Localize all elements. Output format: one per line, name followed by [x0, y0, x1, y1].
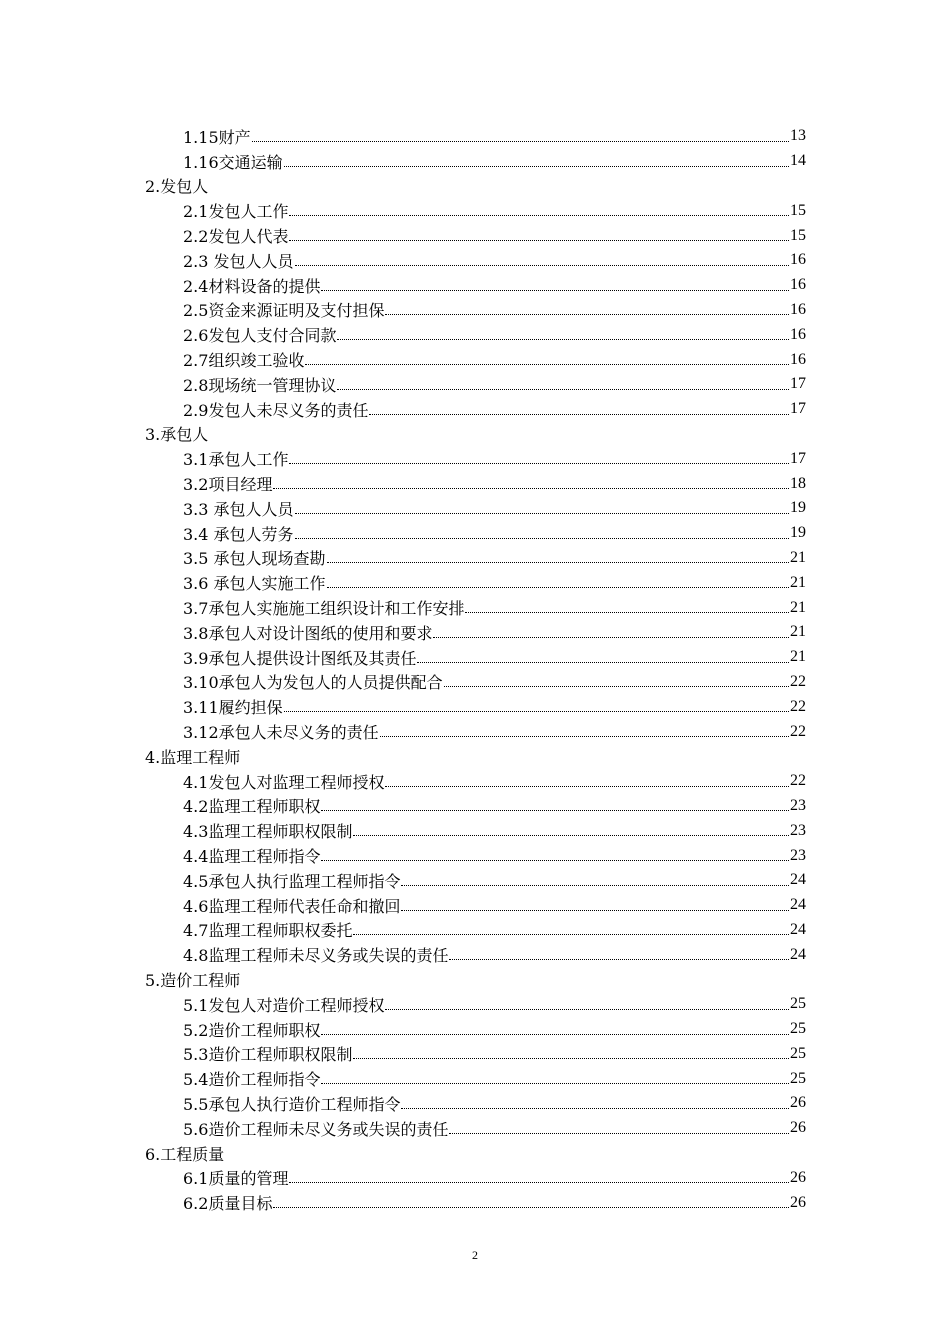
toc-section-heading[interactable]: [0, 174, 785, 199]
toc-entry-page: 17: [790, 400, 806, 418]
dot-leader: [284, 166, 789, 167]
toc-entry-title: 5.3造价工程师职权限制: [183, 1045, 353, 1065]
toc-entry[interactable]: [0, 1017, 806, 1042]
toc-entry[interactable]: [0, 645, 806, 670]
toc-entry-title: 6.工程质量: [145, 1144, 225, 1164]
dot-leader: [417, 662, 789, 663]
toc-entry-title: 3.2项目经理: [183, 475, 273, 495]
dot-leader: [449, 1133, 789, 1134]
toc-entry[interactable]: [0, 670, 806, 695]
dot-leader: [353, 1058, 789, 1059]
toc-entry-title: 3.9承包人提供设计图纸及其责任: [183, 648, 417, 668]
dot-leader: [321, 860, 789, 861]
toc-entry[interactable]: [0, 149, 806, 174]
toc-entry-page: 14: [790, 152, 806, 170]
dot-leader: [444, 686, 789, 687]
toc-entry-page: 24: [790, 945, 806, 963]
toc-entry[interactable]: [0, 397, 806, 422]
toc-entry[interactable]: [0, 694, 806, 719]
toc-entry-page: 26: [790, 1193, 806, 1211]
toc-entry[interactable]: [0, 1091, 806, 1116]
dot-leader: [337, 389, 789, 390]
toc-entry[interactable]: [0, 992, 806, 1017]
dot-leader: [353, 934, 789, 935]
toc-entry-page: 16: [790, 251, 806, 269]
toc-entry-page: 16: [790, 276, 806, 294]
toc-entry[interactable]: [0, 570, 806, 595]
toc-entry-title: 3.11履约担保: [183, 698, 283, 718]
toc-entry-title: 5.4造价工程师指令: [183, 1070, 321, 1090]
dot-leader: [295, 513, 789, 514]
toc-entry[interactable]: [0, 918, 806, 943]
toc-entry[interactable]: [0, 198, 806, 223]
toc-entry-title: 5.6造价工程师未尽义务或失误的责任: [183, 1119, 449, 1139]
toc-entry[interactable]: [0, 893, 806, 918]
dot-leader: [321, 1034, 789, 1035]
toc-entry-title: 3.12承包人未尽义务的责任: [183, 723, 379, 743]
dot-leader: [327, 562, 789, 563]
toc-entry[interactable]: [0, 521, 806, 546]
toc-entry-page: 15: [790, 201, 806, 219]
toc-entry-title: 2.6发包人支付合同款: [183, 326, 337, 346]
dot-leader: [321, 290, 789, 291]
toc-entry-title: 3.6 承包人实施工作: [183, 574, 326, 594]
toc-entry[interactable]: [0, 1165, 806, 1190]
toc-entry-page: 21: [790, 623, 806, 641]
toc-entry[interactable]: [0, 1190, 806, 1215]
toc-entry-page: 16: [790, 350, 806, 368]
toc-entry-title: 2.1发包人工作: [183, 202, 289, 222]
dot-leader: [295, 538, 789, 539]
toc-entry-title: 1.15财产: [183, 127, 251, 147]
toc-entry[interactable]: [0, 868, 806, 893]
dot-leader: [305, 364, 789, 365]
dot-leader: [252, 141, 789, 142]
toc-entry[interactable]: [0, 372, 806, 397]
toc-entry-page: 16: [790, 300, 806, 318]
dot-leader: [385, 786, 789, 787]
toc-entry[interactable]: [0, 942, 806, 967]
toc-entry-page: 19: [790, 524, 806, 542]
toc-entry-page: 22: [790, 697, 806, 715]
toc-entry-title: 2.4材料设备的提供: [183, 276, 321, 296]
toc-entry[interactable]: [0, 248, 806, 273]
dot-leader: [321, 1083, 789, 1084]
dot-leader: [289, 463, 789, 464]
toc-entry-title: 3.4 承包人劳务: [183, 524, 294, 544]
toc-section-heading[interactable]: [0, 744, 785, 769]
table-of-contents: [0, 124, 950, 1215]
toc-entry[interactable]: [0, 843, 806, 868]
dot-leader: [295, 265, 789, 266]
toc-entry-title: 4.1发包人对监理工程师授权: [183, 772, 385, 792]
dot-leader: [385, 1009, 789, 1010]
dot-leader: [385, 314, 789, 315]
toc-entry-title: 5.造价工程师: [145, 970, 241, 990]
toc-entry-title: 3.10承包人为发包人的人员提供配合: [183, 673, 443, 693]
dot-leader: [401, 885, 789, 886]
toc-entry-title: 3.3 承包人人员: [183, 499, 294, 519]
dot-leader: [353, 835, 789, 836]
dot-leader: [380, 736, 789, 737]
toc-entry-title: 3.1承包人工作: [183, 450, 289, 470]
dot-leader: [327, 587, 789, 588]
toc-entry-page: 24: [790, 896, 806, 914]
toc-entry-page: 25: [790, 1020, 806, 1038]
toc-entry-page: 23: [790, 846, 806, 864]
dot-leader: [289, 240, 789, 241]
toc-entry-title: 3.8承包人对设计图纸的使用和要求: [183, 623, 433, 643]
dot-leader: [337, 339, 789, 340]
toc-entry-title: 4.5承包人执行监理工程师指令: [183, 871, 401, 891]
toc-entry-title: 1.16交通运输: [183, 152, 283, 172]
toc-entry-page: 25: [790, 995, 806, 1013]
toc-entry[interactable]: [0, 223, 806, 248]
toc-entry-title: 5.5承包人执行造价工程师指令: [183, 1094, 401, 1114]
toc-entry-page: 16: [790, 325, 806, 343]
toc-entry[interactable]: [0, 322, 806, 347]
toc-entry-title: 3.5 承包人现场查勘: [183, 549, 326, 569]
toc-entry-page: 26: [790, 1094, 806, 1112]
toc-entry-title: 3.承包人: [145, 425, 209, 445]
toc-entry-page: 23: [790, 821, 806, 839]
toc-entry-page: 22: [790, 772, 806, 790]
toc-entry-page: 17: [790, 375, 806, 393]
toc-entry-title: 3.7承包人实施施工组织设计和工作安排: [183, 599, 465, 619]
toc-entry-title: 2.7组织竣工验收: [183, 351, 305, 371]
dot-leader: [273, 488, 789, 489]
toc-entry-page: 17: [790, 449, 806, 467]
toc-entry[interactable]: [0, 794, 806, 819]
toc-entry-page: 22: [790, 672, 806, 690]
toc-entry-page: 25: [790, 1044, 806, 1062]
toc-entry-title: 5.1发包人对造价工程师授权: [183, 995, 385, 1015]
dot-leader: [449, 959, 789, 960]
toc-section-heading[interactable]: [0, 422, 785, 447]
toc-entry-page: 15: [790, 226, 806, 244]
toc-entry[interactable]: [0, 620, 806, 645]
toc-entry-page: 13: [790, 127, 806, 145]
toc-entry-page: 21: [790, 548, 806, 566]
toc-entry-title: 4.6监理工程师代表任命和撤回: [183, 896, 401, 916]
toc-entry[interactable]: [0, 124, 806, 149]
toc-entry-title: 2.3 发包人人员: [183, 251, 294, 271]
toc-entry-page: 25: [790, 1069, 806, 1087]
toc-entry[interactable]: [0, 298, 806, 323]
toc-entry[interactable]: [0, 1041, 806, 1066]
dot-leader: [401, 910, 789, 911]
toc-entry[interactable]: [0, 595, 806, 620]
dot-leader: [465, 612, 789, 613]
dot-leader: [289, 1182, 789, 1183]
toc-section-heading[interactable]: [0, 967, 785, 992]
toc-entry-page: 18: [790, 474, 806, 492]
dot-leader: [433, 637, 789, 638]
dot-leader: [321, 810, 789, 811]
toc-entry-title: 2.9发包人未尽义务的责任: [183, 400, 369, 420]
toc-entry[interactable]: [0, 769, 806, 794]
toc-entry-title: 4.监理工程师: [145, 747, 241, 767]
toc-entry-page: 26: [790, 1168, 806, 1186]
toc-entry-title: 2.2发包人代表: [183, 227, 289, 247]
toc-entry-title: 4.7监理工程师职权委托: [183, 921, 353, 941]
toc-entry[interactable]: [0, 719, 806, 744]
toc-entry[interactable]: [0, 347, 806, 372]
toc-entry-page: 24: [790, 920, 806, 938]
dot-leader: [273, 1207, 789, 1208]
toc-entry[interactable]: [0, 471, 806, 496]
toc-entry-title: 5.2造价工程师职权: [183, 1020, 321, 1040]
toc-entry-page: 19: [790, 499, 806, 517]
toc-entry-title: 4.8监理工程师未尽义务或失误的责任: [183, 946, 449, 966]
dot-leader: [284, 711, 789, 712]
toc-entry[interactable]: [0, 1066, 806, 1091]
toc-entry-title: 2.5资金来源证明及支付担保: [183, 301, 385, 321]
toc-entry-title: 2.8现场统一管理协议: [183, 375, 337, 395]
toc-entry-page: 24: [790, 871, 806, 889]
toc-entry-title: 6.1质量的管理: [183, 1169, 289, 1189]
toc-entry[interactable]: [0, 273, 806, 298]
toc-entry-page: 21: [790, 573, 806, 591]
toc-entry-page: 22: [790, 722, 806, 740]
dot-leader: [401, 1108, 789, 1109]
toc-entry-title: 6.2质量目标: [183, 1194, 273, 1214]
toc-entry[interactable]: [0, 546, 806, 571]
dot-leader: [289, 215, 789, 216]
toc-entry-title: 4.2监理工程师职权: [183, 797, 321, 817]
toc-section-heading[interactable]: [0, 1141, 785, 1166]
toc-entry-title: 2.发包人: [145, 177, 209, 197]
toc-entry-title: 4.3监理工程师职权限制: [183, 822, 353, 842]
page-number: 2: [472, 1248, 478, 1262]
toc-entry[interactable]: [0, 1116, 806, 1141]
toc-entry-page: 21: [790, 598, 806, 616]
toc-entry-page: 26: [790, 1119, 806, 1137]
toc-entry[interactable]: [0, 496, 806, 521]
toc-entry-title: 4.4监理工程师指令: [183, 847, 321, 866]
toc-entry-page: 23: [790, 796, 806, 814]
toc-entry-page: 21: [790, 648, 806, 666]
dot-leader: [369, 414, 789, 415]
toc-entry[interactable]: [0, 446, 806, 471]
toc-entry[interactable]: [0, 818, 806, 843]
